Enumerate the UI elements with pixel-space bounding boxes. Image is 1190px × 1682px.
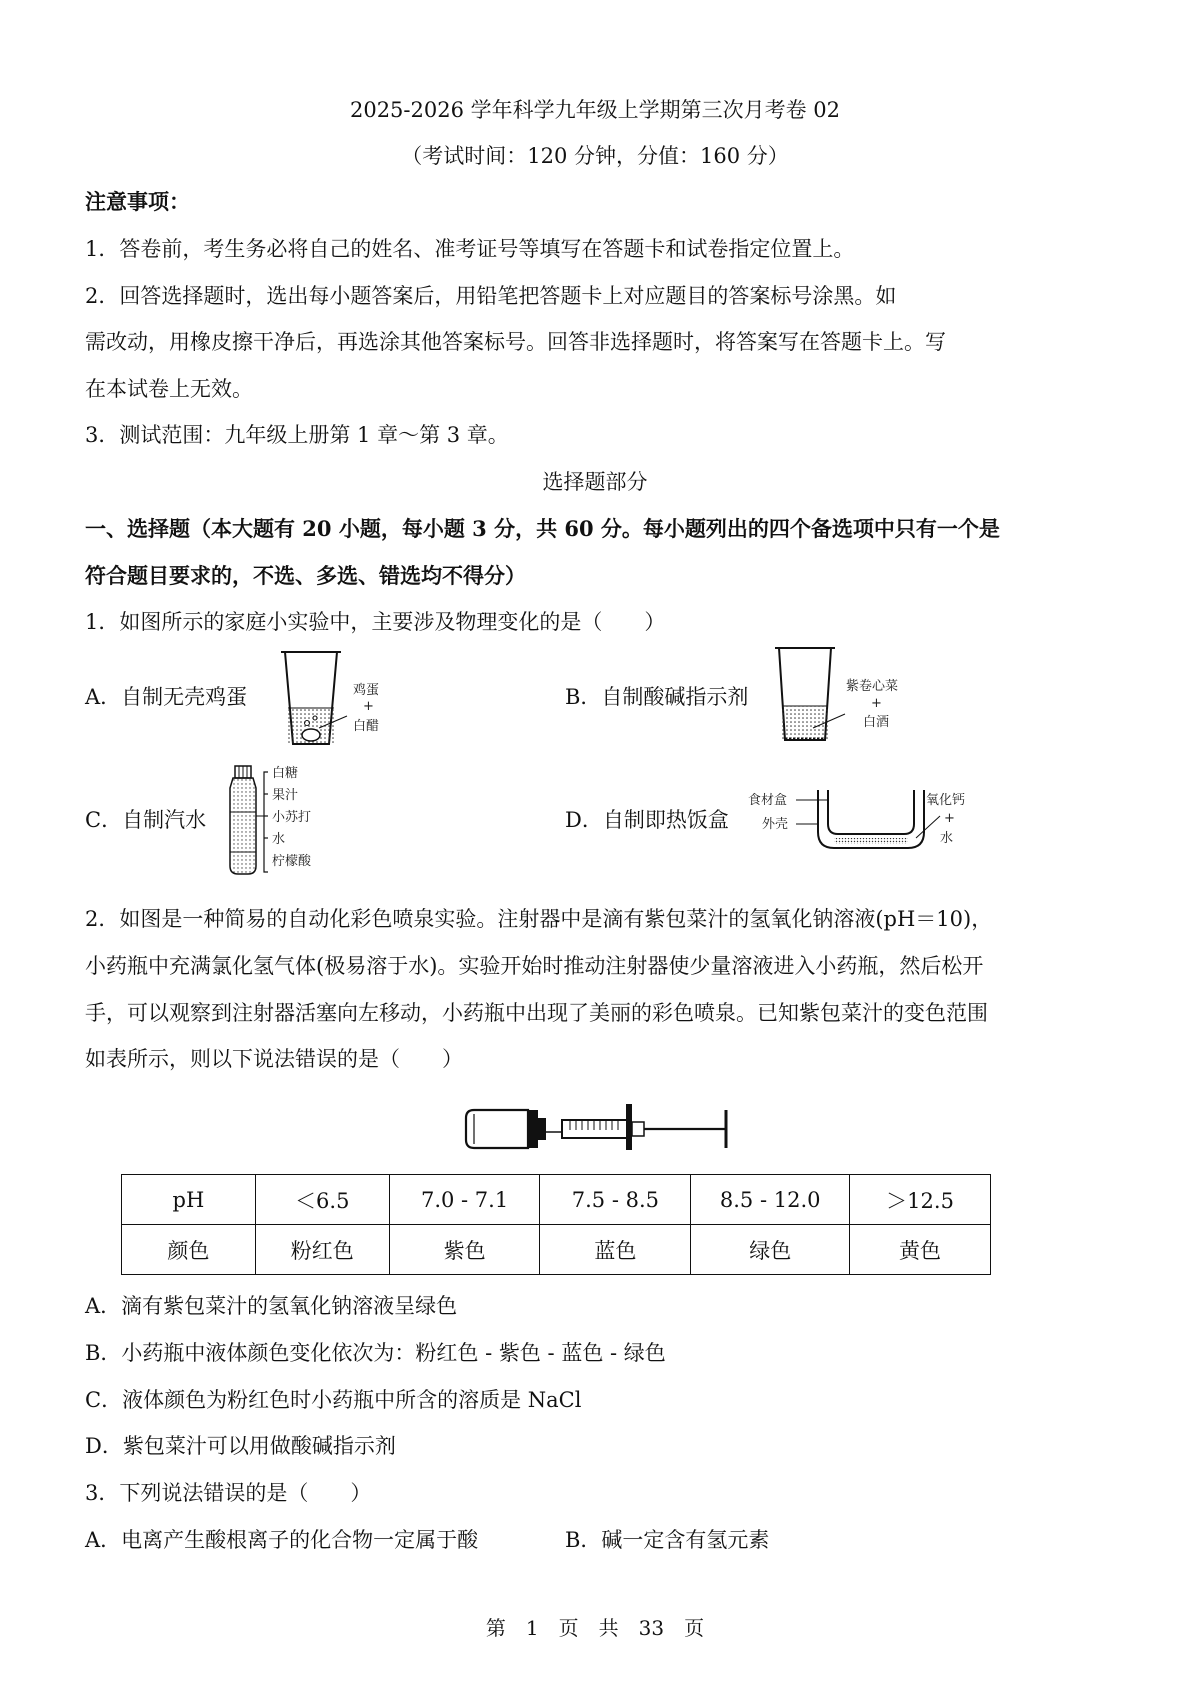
q1d-label-food-box: 食材盒 [748, 793, 788, 808]
table-cell: 绿色 [691, 1225, 850, 1275]
q2-option-a: A．滴有紫包菜汁的氢氧化钠溶液呈绿色 [85, 1294, 458, 1318]
table-cell: 黄色 [850, 1225, 991, 1275]
q1-stem: 1．如图所示的家庭小实验中，主要涉及物理变化的是（ ） [85, 610, 666, 634]
q2-stem-line-2: 小药瓶中充满氯化氢气体(极易溶于水)。实验开始时推动注射器使少量溶液进入小药瓶，然后松开 [85, 954, 984, 978]
q1a-label-egg: 鸡蛋 [353, 683, 380, 698]
note-item-3: 3．测试范围：九年级上册第 1 章～第 3 章。 [85, 423, 509, 447]
q1d-label-plus: + [944, 811, 955, 826]
exam-subtitle: （考试时间：120 分钟，分值：160 分） [401, 144, 789, 168]
q1-figure-b [773, 644, 923, 748]
section-heading-line-2: 符合题目要求的，不选、多选、错选均不得分） [85, 563, 526, 588]
q2-syringe-figure [464, 1100, 734, 1154]
page-number: 第 1 页 共 33 页 [485, 1616, 705, 1640]
q3-option-a: A．电离产生酸根离子的化合物一定属于酸 [85, 1528, 479, 1552]
table-cell: 蓝色 [540, 1225, 691, 1275]
table-cell: 颜色 [122, 1225, 256, 1275]
q1b-label-liquor: 白酒 [863, 715, 890, 730]
q3-option-b: B．碱一定含有氢元素 [565, 1528, 770, 1552]
section-heading-line-1: 一、选择题（本大题有 20 小题，每小题 3 分，共 60 分。每小题列出的四个备选项中只有一个是 [85, 516, 1000, 541]
q1-option-a: A．自制无壳鸡蛋 [85, 685, 248, 709]
q1c-label-sugar: 白糖 [272, 766, 299, 781]
q1-option-c: C．自制汽水 [85, 808, 207, 832]
q1c-label-citric-acid: 柠檬酸 [272, 854, 312, 869]
q1-figure-c [220, 762, 350, 878]
notes-heading: 注意事项： [85, 189, 190, 214]
table-cell: ＜6.5 [255, 1175, 389, 1225]
q2-option-c: C．液体颜色为粉红色时小药瓶中所含的溶质是 NaCl [85, 1388, 582, 1412]
q2-option-d: D．紫包菜汁可以用做酸碱指示剂 [85, 1434, 396, 1458]
q1a-label-plus: + [363, 699, 374, 714]
q1b-label-cabbage: 紫卷心菜 [846, 679, 899, 694]
table-row [122, 1225, 991, 1275]
exam-title: 2025-2026 学年科学九年级上学期第三次月考卷 02 [349, 98, 841, 122]
note-item-1: 1．答卷前，考生务必将自己的姓名、准考证号等填写在答题卡和试卷指定位置上。 [85, 237, 855, 261]
table-cell: ＞12.5 [850, 1175, 991, 1225]
q1d-label-shell: 外壳 [762, 817, 789, 832]
q1-figure-d [748, 786, 988, 858]
table-cell: 7.0 - 7.1 [389, 1175, 540, 1225]
q2-option-b: B．小药瓶中液体颜色变化依次为：粉红色 - 紫色 - 蓝色 - 绿色 [85, 1341, 666, 1365]
q2-stem-line-1: 2．如图是一种简易的自动化彩色喷泉实验。注射器中是滴有紫包菜汁的氢氧化钠溶液(pH＝10)， [85, 907, 993, 931]
q1c-label-soda: 小苏打 [272, 810, 312, 825]
table-cell: 紫色 [389, 1225, 540, 1275]
part-label: 选择题部分 [542, 470, 648, 494]
q1d-label-cao: 氧化钙 [926, 793, 966, 808]
table-row [122, 1175, 991, 1225]
note-item-2-line-2: 需改动，用橡皮擦干净后，再选涂其他答案标号。回答非选择题时，将答案写在答题卡上。写 [85, 330, 946, 354]
table-cell: pH [122, 1175, 256, 1225]
table-cell: 7.5 - 8.5 [540, 1175, 691, 1225]
q1b-label-plus: + [871, 696, 882, 711]
table-cell: 粉红色 [255, 1225, 389, 1275]
q1a-label-vinegar: 白醋 [353, 719, 380, 734]
note-item-2-line-1: 2．回答选择题时，选出每小题答案后，用铅笔把答题卡上对应题目的答案标号涂黑。如 [85, 284, 897, 308]
q1c-label-water: 水 [272, 832, 286, 847]
q1-option-d: D．自制即热饭盒 [565, 808, 729, 832]
q2-stem-line-3: 手，可以观察到注射器活塞向左移动，小药瓶中出现了美丽的彩色喷泉。已知紫包菜汁的变色范围 [85, 1001, 988, 1025]
table-cell: 8.5 - 12.0 [691, 1175, 850, 1225]
q1c-label-juice: 果汁 [272, 788, 299, 803]
ph-color-table [121, 1174, 991, 1275]
q1-figure-a [275, 648, 405, 750]
q1d-label-water: 水 [940, 831, 954, 846]
q2-stem-line-4: 如表所示，则以下说法错误的是（ ） [85, 1047, 463, 1071]
q3-stem: 3．下列说法错误的是（ ） [85, 1481, 372, 1505]
note-item-2-line-3: 在本试卷上无效。 [85, 377, 253, 401]
q1-option-b: B．自制酸碱指示剂 [565, 685, 749, 709]
